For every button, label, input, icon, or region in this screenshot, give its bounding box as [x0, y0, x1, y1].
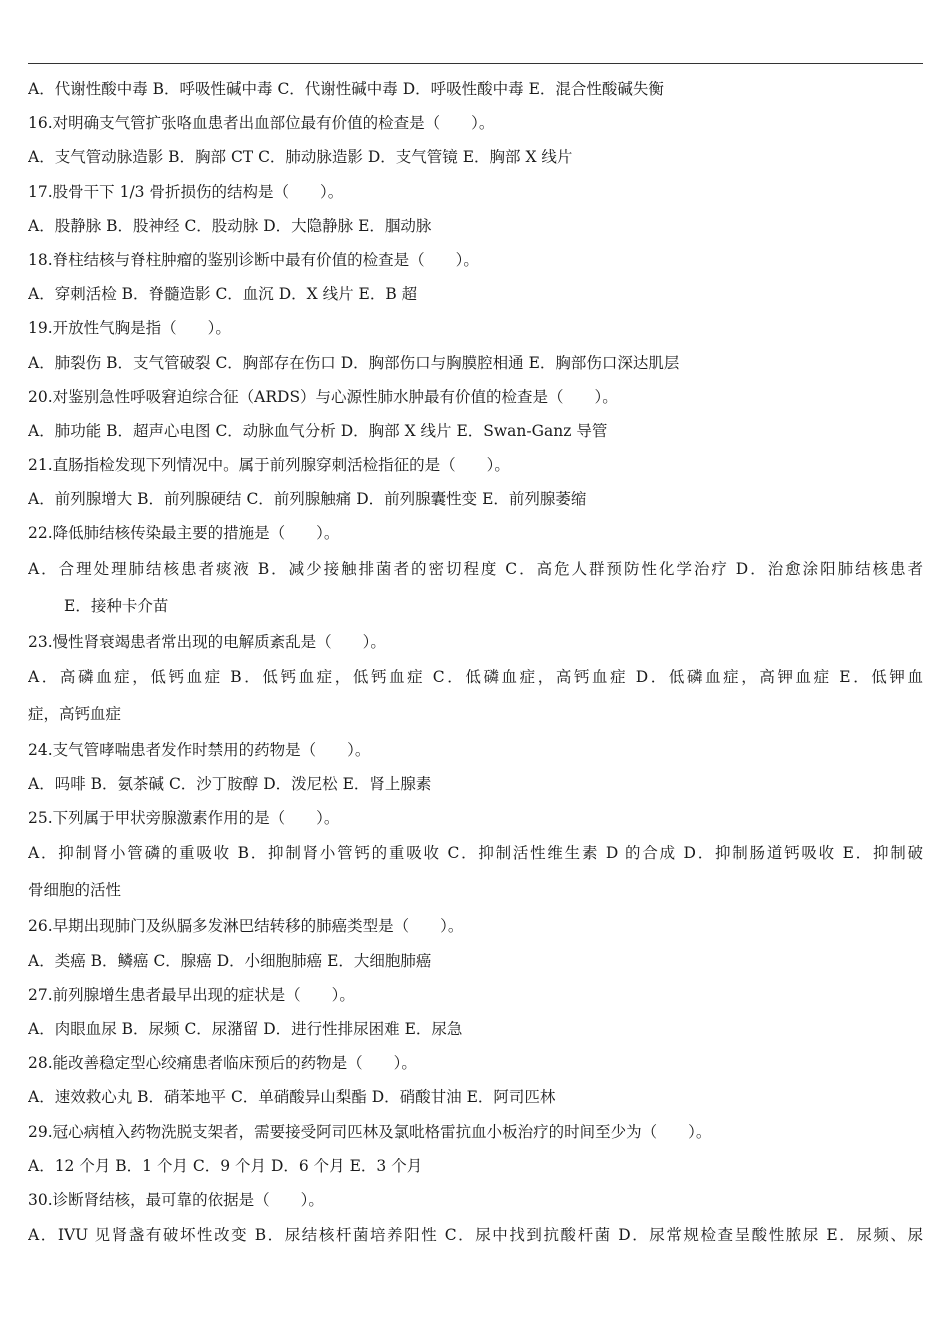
answer-options-19: A．肺裂伤 B．支气管破裂 C．胸部存在伤口 D．胸部伤口与胸膜腔相通 E．胸部伤口深达肌层 [28, 353, 680, 372]
question-17: 17.股骨干下 1/3 骨折损伤的结构是（ ）。 [28, 182, 344, 201]
question-30: 30.诊断肾结核，最可靠的依据是（ ）。 [28, 1190, 324, 1209]
answer-options-24: A．吗啡 B．氨茶碱 C．沙丁胺醇 D．泼尼松 E．肾上腺素 [28, 775, 432, 793]
answer-options-17: A．股静脉 B．股神经 C．股动脉 D．大隐静脉 E．腘动脉 [28, 216, 432, 235]
answer-options-30: A．IVU 见肾盏有破坏性改变 B．尿结核杆菌培养阳性 C．尿中找到抗酸杆菌 D．尿常规检查呈酸性脓尿 E．尿频、尿 [28, 1226, 923, 1245]
answer-options-23: A．高磷血症，低钙血症 B．低钙血症，低钙血症 C．低磷血症，高钙血症 D．低磷血症，高钾血症 E．低钾血 [28, 667, 923, 686]
answer-options-26: A．类癌 B．鳞癌 C．腺癌 D．小细胞肺癌 E．大细胞肺癌 [28, 951, 432, 970]
question-28: 28.能改善稳定型心绞痛患者临床预后的药物是（ ）。 [28, 1054, 417, 1073]
question-25: 25.下列属于甲状旁腺激素作用的是（ ）。 [28, 809, 340, 828]
answer-options-22-cont: E．接种卡介苗 [64, 596, 169, 615]
answer-options-29: A．12 个月 B．1 个月 C．9 个月 D．6 个月 E．3 个月 [28, 1156, 423, 1175]
answer-options-28: A．速效救心丸 B．硝苯地平 C．单硝酸异山梨酯 D．硝酸甘油 E．阿司匹林 [28, 1088, 556, 1107]
answer-options-21: A．前列腺增大 B．前列腺硬结 C．前列腺触痛 D．前列腺囊性变 E．前列腺萎缩 [28, 490, 587, 509]
question-20: 20.对鉴别急性呼吸窘迫综合征（ARDS）与心源性肺水肿最有价值的检查是（ ）。 [28, 387, 618, 406]
answer-options-18: A．穿刺活检 B．脊髓造影 C．血沉 D．X 线片 E．B 超 [28, 285, 418, 304]
answer-options-25-cont: 骨细胞的活性 [28, 881, 122, 900]
answer-options-20: A．肺功能 B．超声心电图 C．动脉血气分析 D．胸部 X 线片 E．Swan-Ganz 导管 [28, 421, 608, 440]
question-22: 22.降低肺结核传染最主要的措施是（ ）。 [28, 524, 340, 543]
question-27: 27.前列腺增生患者最早出现的症状是（ ）。 [28, 985, 355, 1004]
answer-options-15: A．代谢性酸中毒 B．呼吸性碱中毒 C．代谢性碱中毒 D．呼吸性酸中毒 E．混合性酸碱失衡 [28, 80, 664, 98]
exam-document [28, 72, 923, 1254]
answer-options-25: A．抑制肾小管磷的重吸收 B．抑制肾小管钙的重吸收 C．抑制活性维生素 D 的合成 D．抑制肠道钙吸收 E．抑制破 [28, 844, 923, 863]
question-21: 21.直肠指检发现下列情况中。属于前列腺穿刺活检指征的是（ ）。 [28, 456, 510, 475]
answer-options-16: A．支气管动脉造影 B．胸部 CT C．肺动脉造影 D．支气管镜 E．胸部 X 线片 [28, 148, 573, 167]
question-29: 29.冠心病植入药物洗脱支架者，需要接受阿司匹林及氯吡格雷抗血小板治疗的时间至少为（ ）。 [28, 1122, 712, 1141]
answer-options-22: A．合理处理肺结核患者痰液 B．减少接触排菌者的密切程度 C．高危人群预防性化学治疗 D．治愈涂阳肺结核患者 [28, 559, 923, 578]
question-26: 26.早期出现肺门及纵膈多发淋巴结转移的肺癌类型是（ ）。 [28, 917, 464, 936]
question-18: 18.脊柱结核与脊柱肿瘤的鉴别诊断中最有价值的检查是（ ）。 [28, 250, 479, 269]
question-16: 16.对明确支气管扩张咯血患者出血部位最有价值的检查是（ ）。 [28, 114, 495, 133]
question-24: 24.支气管哮喘患者发作时禁用的药物是（ ）。 [28, 740, 371, 759]
answer-options-27: A．肉眼血尿 B．尿频 C．尿潴留 D．进行性排尿困难 E．尿急 [28, 1019, 463, 1038]
question-23: 23.慢性肾衰竭患者常出现的电解质紊乱是（ ）。 [28, 632, 386, 651]
answer-options-23-cont: 症，高钙血症 [28, 704, 122, 723]
question-19: 19.开放性气胸是指（ ）。 [28, 319, 231, 338]
header-rule [28, 63, 923, 64]
